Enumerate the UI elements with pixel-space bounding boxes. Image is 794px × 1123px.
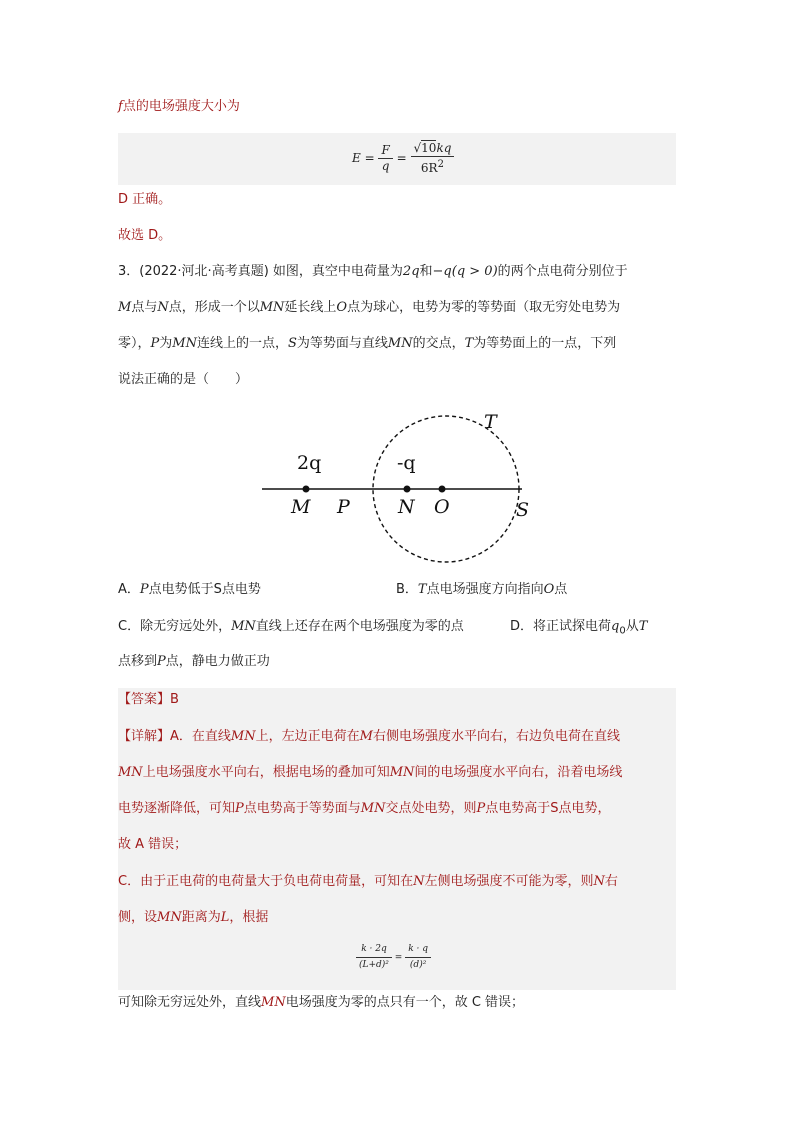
eq-den2: (d)²: [409, 960, 427, 970]
label-negq: -q: [397, 452, 416, 474]
d5-c: 右: [604, 874, 618, 889]
opt-D-P: P: [157, 654, 166, 669]
opt-C-MN: MN: [231, 619, 256, 634]
d3-d: 点电势高于S点电势，: [485, 801, 611, 816]
d6-b: 距离为: [181, 910, 221, 925]
label-S: S: [516, 499, 530, 521]
d1-b: 上，左边正电荷在: [255, 729, 360, 744]
d5-N: N: [413, 874, 425, 889]
option-C[interactable]: [118, 617, 464, 637]
formula-E: E = $\frac{F}{q}$ = $\frac{√10kq}{6R^2}$: [352, 138, 454, 178]
opt-B-suffix: 点: [554, 582, 568, 597]
q-l2-d: 点为球心，电势为零的等势面（取无穷处电势为: [347, 300, 621, 315]
d7-b: 电场强度为零的点只有一个，故 C 错误；: [285, 995, 525, 1010]
detail-line-7: [118, 993, 524, 1013]
q-num: 3．(: [118, 264, 145, 279]
opt-D-T: T: [638, 619, 648, 634]
d2-b: 间的电场强度水平向右，沿着电场线: [414, 765, 623, 780]
q-l2-a: 点与: [131, 300, 158, 315]
question-line-1: [118, 262, 628, 282]
d3-P2: P: [476, 801, 486, 816]
q-S: S: [287, 336, 297, 351]
eq-num2: k · q: [405, 942, 431, 958]
opt-D-prefix: D．将正试探电荷: [510, 619, 612, 634]
q-O: O: [336, 300, 348, 315]
label-T: T: [484, 411, 497, 433]
question-line-2: [118, 298, 620, 318]
d3-c: 交点处电势，则: [385, 801, 477, 816]
label-M: M: [291, 496, 311, 518]
q-l3-MN: MN: [172, 336, 197, 351]
d5-b: 左侧电场强度不可能为零，则: [424, 874, 594, 889]
var-f: f: [118, 99, 123, 114]
detail-line-6: [118, 908, 268, 928]
q-l2-b: 点，形成一个以: [168, 300, 260, 315]
fraction-sqrt10kq: $\frac{√10kq}{6R^2}$: [411, 141, 455, 176]
eq-num1: k · 2q: [356, 942, 392, 958]
intro-line: [118, 97, 240, 117]
opt-B-text: 点电场强度方向指向: [426, 582, 544, 597]
d6-a: 侧，设: [118, 910, 158, 925]
d5-a: C．由于正电荷的电荷量大于负电荷电荷量，可知在: [118, 874, 414, 889]
point-M-dot: [303, 486, 310, 493]
q-l1-suffix: 的两个点电荷分别位于: [497, 264, 628, 279]
q-T: T: [464, 336, 474, 351]
eq-frac-right: [405, 942, 431, 973]
d7-a: 可知除无穷远处外，直线: [118, 995, 262, 1010]
d6-c: ，根据: [229, 910, 269, 925]
point-N-dot: [404, 486, 411, 493]
option-A[interactable]: [118, 580, 261, 600]
opt-D-l2-b: 点，静电力做正功: [165, 654, 270, 669]
detail-line-4: 故 A 错误；: [118, 837, 188, 852]
frac2-den: 6R: [420, 161, 438, 175]
question-line-4: 说法正确的是（ ）: [118, 372, 249, 387]
d2-MN: MN: [118, 765, 143, 780]
q-and: 和: [419, 264, 433, 279]
eq-den1: (L+d)²: [359, 960, 389, 970]
opt-D-l2-a: 点移到: [118, 654, 158, 669]
d-correct: D 正确。: [118, 192, 172, 207]
q-l3-MN2: MN: [387, 336, 413, 351]
opt-A-P: P: [139, 582, 149, 597]
label-P: P: [337, 496, 350, 518]
question-line-3: [118, 334, 616, 354]
d2-MN2: MN: [389, 765, 415, 780]
d1-M: M: [359, 729, 373, 744]
option-B[interactable]: [396, 580, 567, 600]
opt-D-q-sub: 0: [619, 625, 626, 637]
detail-line-5: [118, 872, 618, 892]
fraction-F-q: [378, 143, 392, 174]
label-N: N: [398, 496, 415, 518]
detail-line-1: [118, 727, 620, 747]
d1-c: 右侧电场强度水平向右，右边负电荷在直线: [372, 729, 620, 744]
equation-field-zero: $\frac{k \cdot 2q}{\text{(L+d)²}}$ = $\frac{k \cdot q}{\text{(d)²}}$: [356, 942, 431, 973]
q-l3-d: 为等势面与直线: [296, 336, 388, 351]
d1-MN: MN: [230, 729, 256, 744]
intro-text: 点的电场强度大小为: [122, 99, 240, 114]
sqrt-arg: 10: [421, 141, 437, 155]
q-l3-e: 的交点，: [412, 336, 465, 351]
opt-B-T: T: [417, 582, 427, 597]
figure-diagram: [250, 405, 540, 565]
d5-N2: N: [593, 874, 605, 889]
q-M: M: [118, 300, 132, 315]
q-P: P: [150, 336, 160, 351]
d6-L: L: [220, 910, 230, 925]
opt-C-prefix: C．除无穷远处外，: [118, 619, 232, 634]
d6-MN: MN: [157, 910, 182, 925]
q-l3-b: 为: [159, 336, 173, 351]
d2-a: 上电场强度水平向右，根据电场的叠加可知: [142, 765, 390, 780]
detail-label: 【详解】: [118, 729, 171, 744]
opt-B-prefix: B．: [396, 582, 418, 597]
answer-label: 【答案】B: [118, 692, 179, 707]
frac2-den-exp: 2: [437, 159, 444, 170]
point-O-dot: [439, 486, 446, 493]
d3-b: 点电势高于等势面与: [243, 801, 361, 816]
opt-A-text: 点电势低于S点电势: [148, 582, 261, 597]
label-O: O: [434, 496, 450, 518]
opt-A-prefix: A．: [118, 582, 140, 597]
opt-D-a: 从: [625, 619, 639, 634]
detail-line-3: [118, 799, 611, 819]
d3-MN: MN: [360, 801, 386, 816]
opt-C-text: 直线上还存在两个电场强度为零的点: [255, 619, 464, 634]
option-D-line2: [118, 652, 270, 672]
q-l2-c: 延长线上: [284, 300, 337, 315]
q-charge2: −q(q > 0): [432, 264, 498, 279]
frac1-den: q: [381, 159, 390, 173]
d7-MN: MN: [261, 995, 286, 1010]
q-l3-a: 零），: [118, 336, 151, 351]
d3-P: P: [235, 801, 244, 816]
eq-frac-left: [356, 942, 392, 973]
q-charge1: 2q: [402, 264, 420, 279]
q-source: 2022·河北·高考真题: [144, 264, 264, 279]
frac1-num: F: [378, 143, 392, 159]
frac2-num-rest: kq: [436, 141, 452, 155]
label-2q: 2q: [297, 452, 322, 474]
q-MN: MN: [259, 300, 285, 315]
opt-D-q: q: [611, 619, 620, 634]
q-l1-mid: ) 如图，真空中电荷量为: [263, 264, 403, 279]
formula-lhs: E: [352, 151, 361, 165]
d1-a: A．在直线: [170, 729, 231, 744]
opt-B-O: O: [543, 582, 555, 597]
d3-a: 电势逐渐降低，可知: [118, 801, 236, 816]
choose-d: 故选 D。: [118, 228, 172, 243]
q-N: N: [157, 300, 169, 315]
q-l3-c: 连线上的一点，: [196, 336, 288, 351]
option-D[interactable]: [510, 617, 647, 642]
q-l3-f: 为等势面上的一点，下列: [473, 336, 617, 351]
detail-line-2: [118, 763, 622, 783]
